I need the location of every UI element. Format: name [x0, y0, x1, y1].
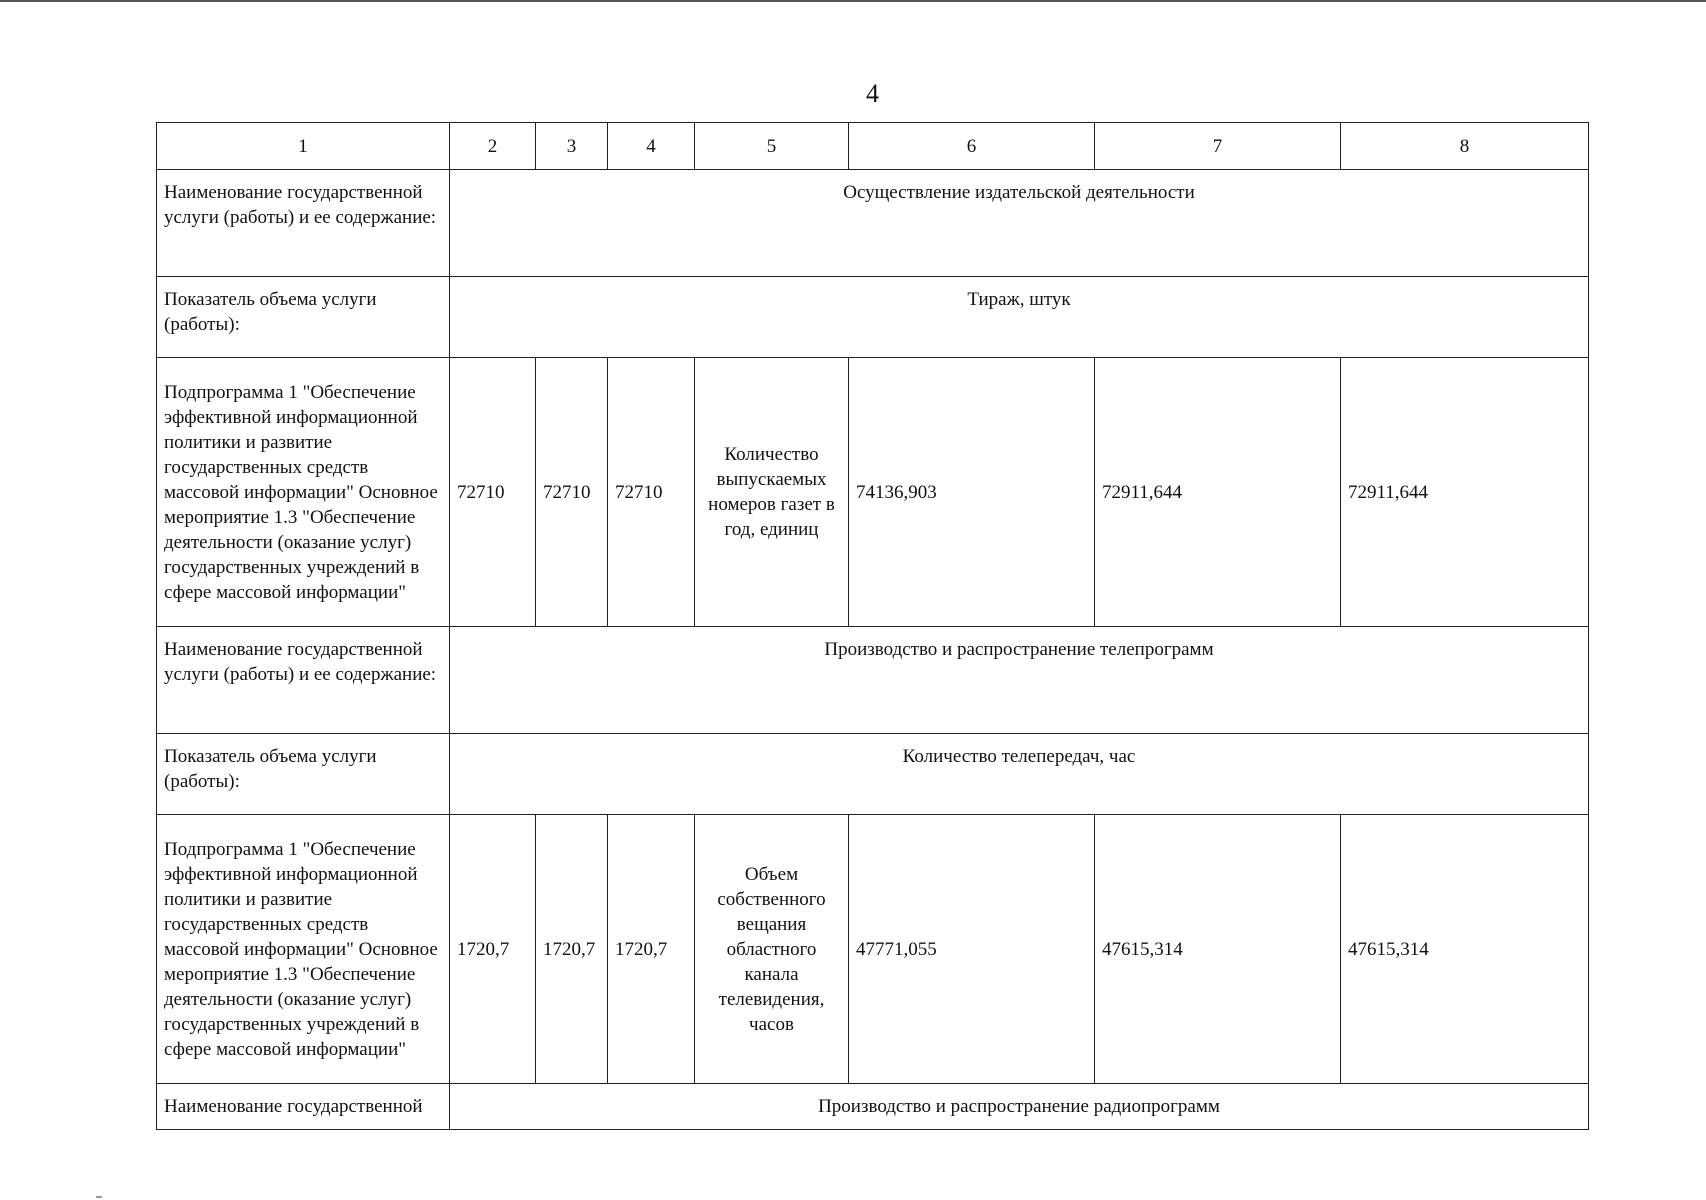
- cell-col-4: 72710: [608, 358, 695, 627]
- cell-col-7: 47615,314: [1095, 815, 1341, 1084]
- services-table: [156, 122, 1589, 1130]
- volume-indicator-label: Показатель объема услуги (работы):: [157, 277, 450, 358]
- service-name-row: [157, 627, 1589, 734]
- cell-col-3: 1720,7: [536, 815, 608, 1084]
- page-number: 4: [866, 79, 879, 108]
- volume-indicator-row: [157, 277, 1589, 358]
- column-number: 5: [695, 123, 849, 170]
- cell-col-2: 72710: [450, 358, 536, 627]
- cell-col-5-measure: Объем собственного вещания областного канала телевидения, часов: [695, 815, 849, 1084]
- table-row: [157, 815, 1589, 1084]
- column-number-row: [157, 123, 1589, 170]
- volume-indicator-value: Количество телепередач, час: [450, 734, 1589, 815]
- service-name-row: [157, 170, 1589, 277]
- column-number: 3: [536, 123, 608, 170]
- volume-indicator-label: Показатель объема услуги (работы):: [157, 734, 450, 815]
- service-name-label: Наименование государственной услуги (работы) и ее содержание:: [157, 627, 450, 734]
- cell-col-5-measure: Количество выпускаемых номеров газет в год, единиц: [695, 358, 849, 627]
- scan-artifact: [96, 1196, 102, 1198]
- cell-col-4: 1720,7: [608, 815, 695, 1084]
- service-name-value: Производство и распространение радиопрограмм: [450, 1084, 1589, 1130]
- cell-col-6: 74136,903: [849, 358, 1095, 627]
- column-number: 1: [157, 123, 450, 170]
- program-description: Подпрограмма 1 "Обеспечение эффективной информационной политики и развитие государственных средств массовой информации" Основное мероприятие 1.3 "Обеспечение деятельности (оказание услуг) государственных учреждений в сфере массовой информации": [157, 815, 450, 1084]
- service-name-label: Наименование государственной услуги (работы) и ее содержание:: [157, 170, 450, 277]
- cell-col-6: 47771,055: [849, 815, 1095, 1084]
- column-number: 8: [1341, 123, 1589, 170]
- cell-col-2: 1720,7: [450, 815, 536, 1084]
- volume-indicator-value: Тираж, штук: [450, 277, 1589, 358]
- table-row: [157, 358, 1589, 627]
- volume-indicator-row: [157, 734, 1589, 815]
- cell-col-8: 47615,314: [1341, 815, 1589, 1084]
- program-description: Подпрограмма 1 "Обеспечение эффективной информационной политики и развитие государственных средств массовой информации" Основное мероприятие 1.3 "Обеспечение деятельности (оказание услуг) государственных учреждений в сфере массовой информации": [157, 358, 450, 627]
- column-number: 7: [1095, 123, 1341, 170]
- service-name-label: Наименование государственной: [157, 1084, 450, 1130]
- cell-col-7: 72911,644: [1095, 358, 1341, 627]
- service-name-value: Производство и распространение телепрограмм: [450, 627, 1589, 734]
- cell-col-3: 72710: [536, 358, 608, 627]
- service-name-value: Осуществление издательской деятельности: [450, 170, 1589, 277]
- column-number: 6: [849, 123, 1095, 170]
- column-number: 2: [450, 123, 536, 170]
- service-name-row: [157, 1084, 1589, 1130]
- cell-col-8: 72911,644: [1341, 358, 1589, 627]
- top-border-line: [0, 0, 1706, 2]
- column-number: 4: [608, 123, 695, 170]
